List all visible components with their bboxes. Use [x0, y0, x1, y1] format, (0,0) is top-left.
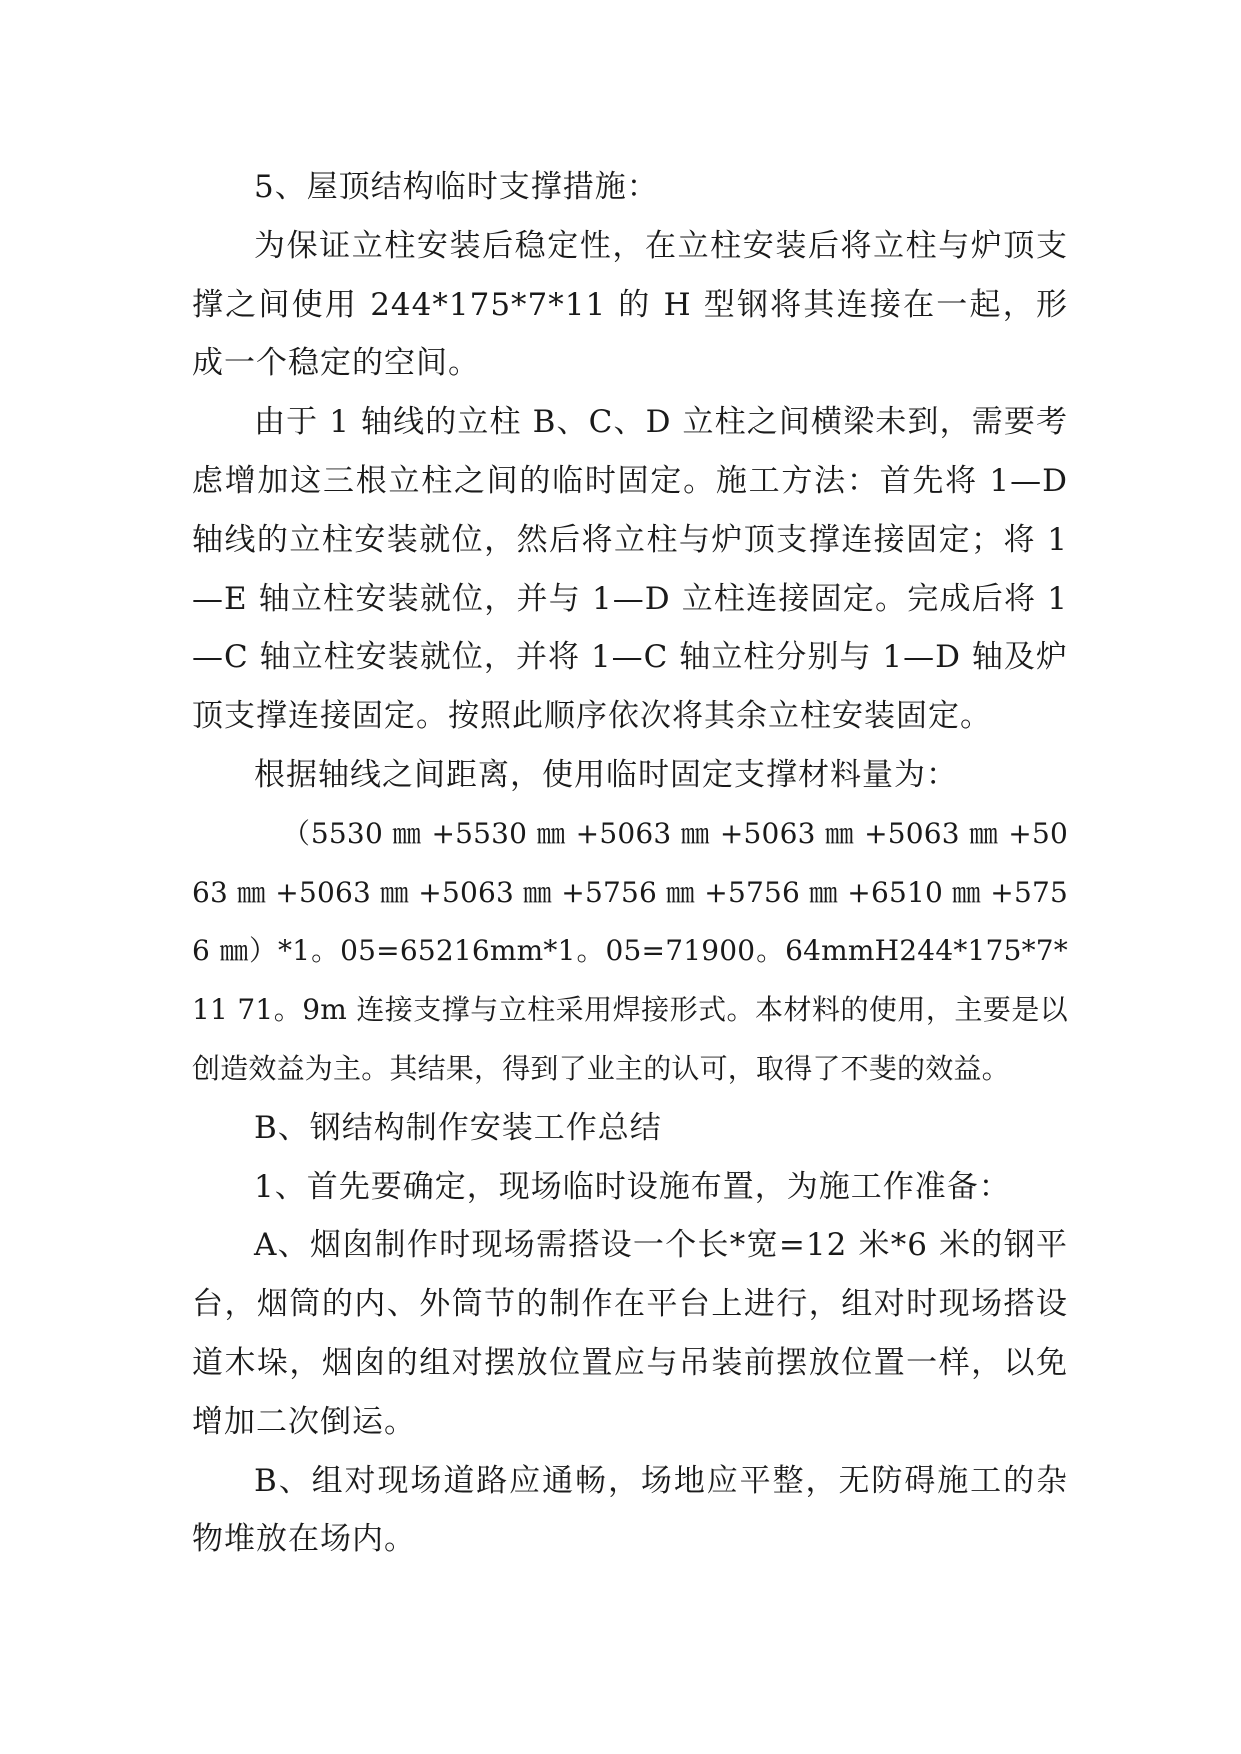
paragraph-temporary-fixing-method: 由于 1 轴线的立柱 B、C、D 立柱之间横梁未到，需要考虑增加这三根立柱之间的临时固定。施工方法：首先将 1—D 轴线的立柱安装就位，然后将立柱与炉顶支撑连接固定；将 1—E 轴立柱安装就位，并与 1—D 立柱连接固定。完成后将 1—C 轴立柱安装就位，并将 1—C 轴立柱分别与 1—D 轴及炉顶支撑连接固定。按照此顺序依次将其余立柱安装固定。 — [192, 404, 1068, 735]
document-body — [192, 158, 1068, 1569]
subheading-site-preparation: 1、首先要确定，现场临时设施布置，为施工作准备： — [254, 1168, 1011, 1205]
paragraph-site-road: B、组对现场道路应通畅，场地应平整，无防碍施工的杂物堆放在场内。 — [192, 1462, 1068, 1558]
paragraph-material-quantity-intro: 根据轴线之间距离，使用临时固定支撑材料量为： — [254, 756, 958, 793]
paragraph-chimney-platform: A、烟囱制作时现场需搭设一个长*宽=12 米*6 米的钢平台，烟筒的内、外筒节的制作在平台上进行，组对时现场搭设道木垛，烟囱的组对摆放位置应与吊装前摆放位置一样，以免增加二次倒运。 — [192, 1227, 1068, 1440]
section-heading-steel-summary: B、钢结构制作安装工作总结 — [254, 1109, 662, 1146]
paragraph-material-calculation: （5530 ㎜ +5530 ㎜ +5063 ㎜ +5063 ㎜ +5063 ㎜ +5063 ㎜ +5063 ㎜ +5063 ㎜ +5756 ㎜ +5756 ㎜ +6510 ㎜ +5756 ㎜）*1。05=65216mm*1。05=71900。64mmH244*175*7*11 71。9m 连接支撑与立柱采用焊接形式。本材料的使用，主要是以创造效益为主。其结果，得到了业主的认可，取得了不斐的效益。 — [192, 816, 1068, 1085]
section-heading-roof-support: 5、屋顶结构临时支撑措施： — [254, 169, 659, 205]
paragraph-column-stability: 为保证立柱安装后稳定性，在立柱安装后将立柱与炉顶支撑之间使用 244*175*7*11 的 H 型钢将其连接在一起，形成一个稳定的空间。 — [192, 227, 1068, 382]
